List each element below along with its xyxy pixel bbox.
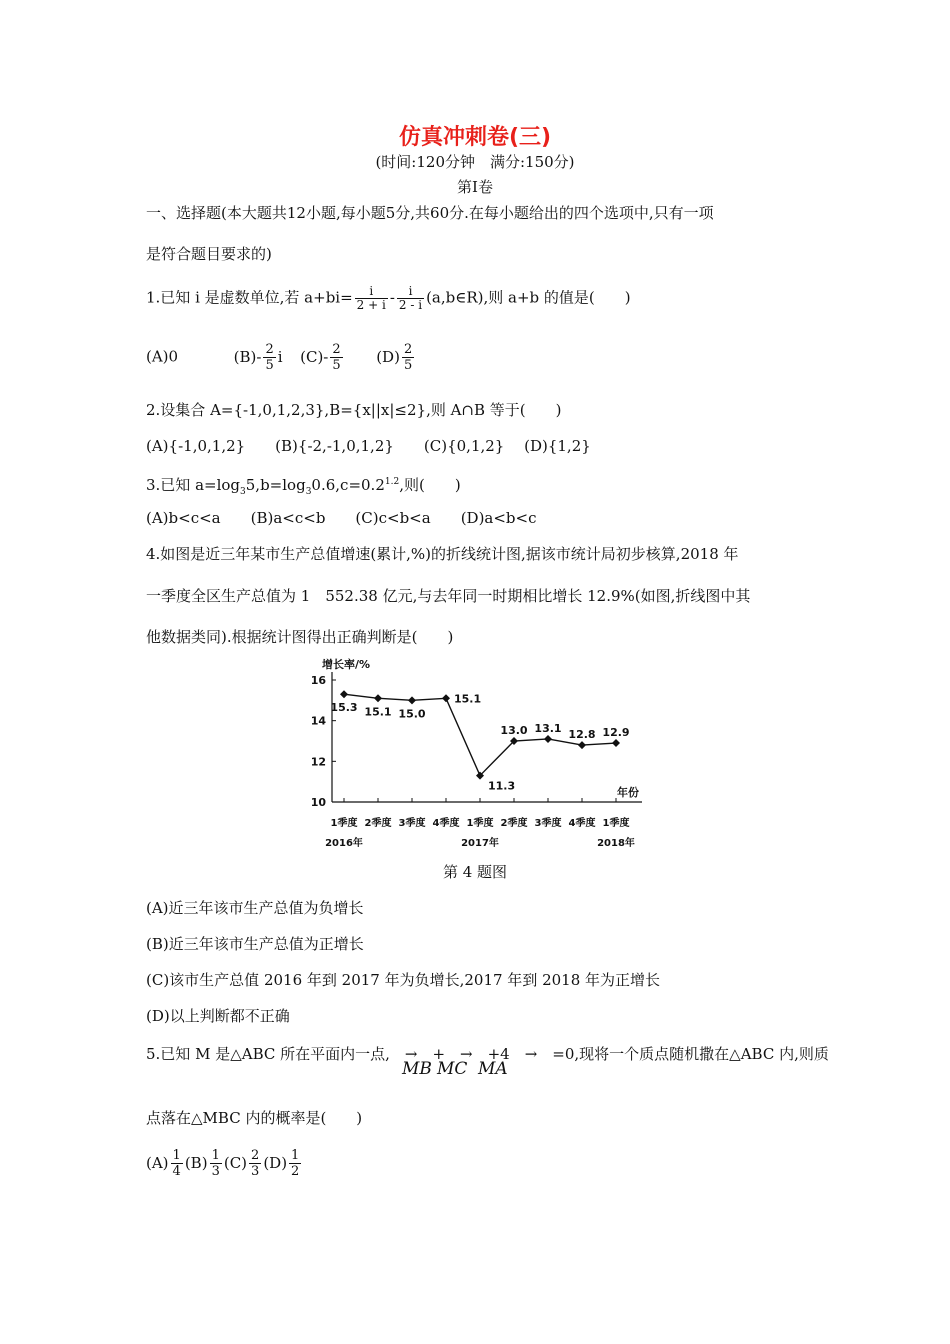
y-tick-label: 16 — [310, 674, 326, 687]
x-category-label: 1季度 — [466, 818, 494, 829]
x-category-label: 3季度 — [534, 818, 562, 829]
x-category-label: 3季度 — [398, 818, 426, 829]
q1-fraction-2: $\frac{i}{2 - i}$ — [398, 284, 423, 312]
data-point — [544, 735, 552, 743]
x-axis-label: 年份 — [617, 786, 639, 799]
y-tick-label: 12 — [310, 755, 326, 769]
q3-options: (A)b<c<a (B)a<c<b (C)c<b<a (D)a<b<c — [146, 509, 537, 527]
q4-option-b: (B)近三年该市生产总值为正增长 — [146, 935, 364, 953]
question-2: 2.设集合 A={-1,0,1,2,3},B={x||x|≤2},则 A∩B 等于( ) — [146, 401, 562, 419]
q2-options: (A){-1,0,1,2} (B){-2,-1,0,1,2} (C){0,1,2} (D){1,2} — [146, 437, 591, 455]
data-point — [408, 696, 416, 704]
x-category-label: 2季度 — [500, 818, 528, 829]
data-label: 12.8 — [568, 728, 596, 742]
data-label: 12.9 — [602, 726, 630, 740]
x-year-label: 2017年 — [461, 838, 499, 849]
q5-option-c: (C) $\frac{2}{3}$ — [223, 1148, 260, 1179]
y-tick-label: 10 — [310, 796, 326, 809]
data-label: 15.1 — [454, 692, 482, 706]
data-label: 15.0 — [398, 707, 426, 721]
q4-option-d: (D)以上判断都不正确 — [146, 1007, 290, 1025]
exam-title: 仿真冲刺卷(三) — [398, 125, 552, 150]
x-year-label: 2016年 — [325, 838, 363, 849]
q1-stem-post: (a,b∈R),则 a+b 的值是( ) — [426, 288, 631, 307]
question-5-line2: 点落在△MBC 内的概率是( ) — [146, 1109, 363, 1127]
q1-options — [146, 342, 416, 373]
data-label: 13.0 — [500, 724, 528, 737]
section-instructions-line1: 一、选择题(本大题共12小题,每小题5分,共60分.在每小题给出的四个选项中,只有一项 — [146, 204, 714, 222]
q1-option-b: (B)- $\frac{2}{5}$ i — [233, 342, 283, 373]
q5-option-d: (D) $\frac{1}{2}$ — [263, 1148, 300, 1179]
question-3: 3.已知 $a=\log_35,b=\log_30.6,c=0.2^{1.2}$,则( ) — [146, 476, 461, 497]
volume-label: 第Ⅰ卷 — [457, 178, 493, 196]
data-label: 15.1 — [364, 705, 392, 719]
question-5-line1: 5.已知 M 是△ABC 所在平面内一点, → + → +4 → =0,现将一个质点随机撒在△ABC 内,则质 — [146, 1045, 829, 1063]
growth-line-chart — [290, 655, 670, 855]
data-point — [374, 694, 382, 702]
q5-options — [146, 1148, 303, 1179]
section-instructions-line2: 是符合题目要求的) — [146, 245, 272, 263]
data-point — [442, 694, 450, 702]
x-category-label: 4季度 — [568, 818, 596, 829]
data-point — [612, 739, 620, 747]
question-4-line2: 一季度全区生产总值为 1 552.38 亿元,与去年同一时期相比增长 12.9%(如图,折线图中其 — [146, 587, 751, 605]
x-category-label: 4季度 — [432, 818, 460, 829]
x-category-label: 2季度 — [364, 818, 392, 829]
data-label: 13.1 — [534, 721, 562, 735]
question-4-line3: 他数据类同).根据统计图得出正确判断是( ) — [146, 628, 454, 646]
x-category-label: 1季度 — [330, 818, 358, 829]
q1-fraction-1: $\frac{i}{2 + i}$ — [356, 284, 386, 312]
exam-subtitle: (时间:120分钟 满分:150分) — [375, 153, 575, 171]
data-label: 11.3 — [488, 779, 516, 793]
vector-ma: MA — [478, 1059, 508, 1079]
q4-option-a: (A)近三年该市生产总值为负增长 — [146, 899, 364, 917]
q1-option-c: (C)- $\frac{2}{5}$ — [300, 342, 341, 373]
data-point — [340, 690, 348, 698]
x-category-label: 1季度 — [602, 818, 630, 829]
q5-option-a: (A) $\frac{1}{4}$ — [146, 1148, 181, 1179]
q1-option-a: (A)0 — [146, 347, 179, 366]
q1-stem-pre: 1.已知 i 是虚数单位,若 a+bi= — [146, 288, 353, 307]
question-1: 1.已知 i 是虚数单位,若 a+bi= $\frac{i}{2 + i}$ - $\frac{i}{2 - i}$ (a,b∈R),则 a+b 的值是( ) — [146, 284, 631, 312]
y-tick-label: 14 — [310, 714, 326, 728]
q5-option-b: (B) $\frac{1}{3}$ — [184, 1148, 220, 1179]
vector-mc: MC — [437, 1059, 468, 1079]
x-year-label: 2018年 — [597, 838, 635, 849]
data-point — [578, 741, 586, 749]
y-axis-label: 增长率/% — [322, 658, 371, 671]
q4-option-c: (C)该市生产总值 2016 年到 2017 年为负增长,2017 年到 2018 年为正增长 — [146, 971, 661, 989]
vector-mb: MB — [402, 1059, 432, 1079]
figure-caption: 第 4 题图 — [442, 863, 508, 881]
q1-option-d: (D) $\frac{2}{5}$ — [376, 342, 413, 373]
question-4-line1: 4.如图是近三年某市生产总值增速(累计,%)的折线统计图,据该市统计局初步核算,2018 年 — [146, 545, 739, 563]
data-label: 15.3 — [330, 701, 358, 715]
